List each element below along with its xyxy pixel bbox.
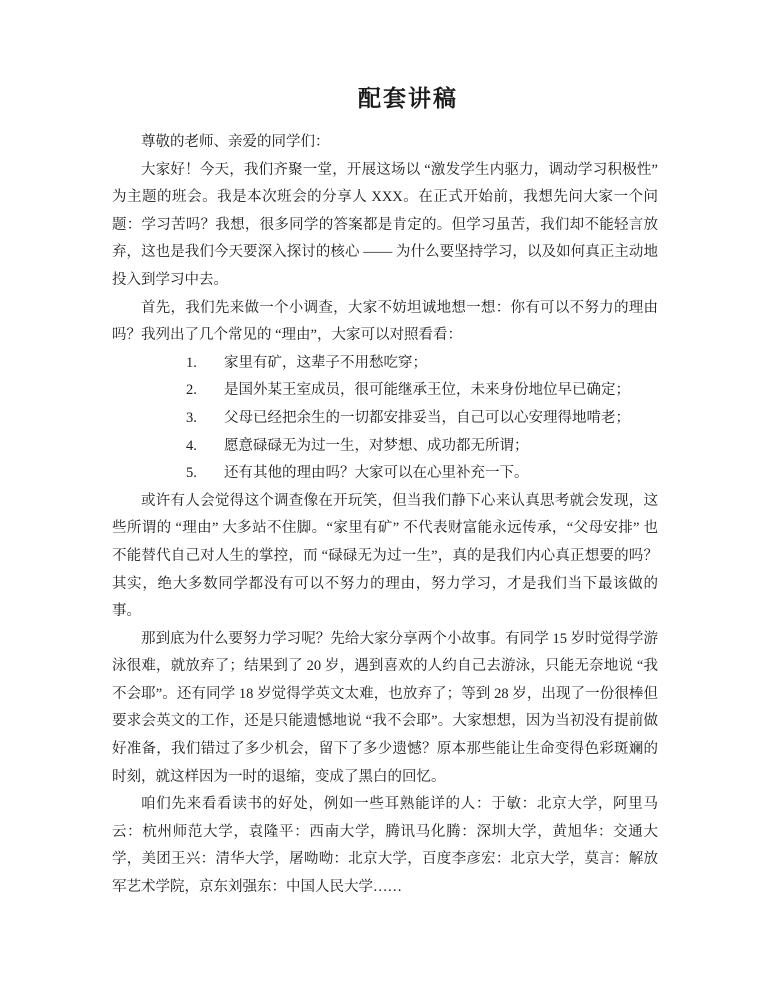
- list-item-number: 2.: [186, 382, 197, 399]
- paragraph-benefits: 咱们先来看看读书的好处，例如一些耳熟能详的人：于敏：北京大学，阿里马云：杭州师范大学，袁隆平：西南大学，腾讯马化腾：深圳大学，黄旭华：交通大学，美团王兴：清华大学，屠呦呦：北京大学，百度李彦宏：北京大学，莫言：解放军艺术学院，京东刘强东：中国人民大学……: [112, 796, 658, 896]
- salutation-line: 尊敬的老师、亲爱的同学们：: [141, 134, 330, 150]
- document-title: 配套讲稿: [358, 86, 458, 111]
- list-item: [112, 405, 658, 433]
- list-item-number: 1.: [186, 354, 197, 371]
- list-item-text: 父母已经把余生的一切都安排妥当，自己可以心安理得地啃老；: [224, 409, 630, 426]
- list-item-text: 还有其他的理由吗？大家可以在心里补充一下。: [224, 465, 529, 482]
- list-item-text: 家里有矿，这辈子不用愁吃穿；: [224, 354, 427, 371]
- paragraph-intro: 大家好！今天，我们齐聚一堂，开展这场以 “激发学生内驱力，调动学习积极性” 为主题的班会。我是本次班会的分享人 XXX。在正式开始前，我想先问大家一个问题：学习苦吗？我想，很多同学的答案都是肯定的。但学习虽苦，我们却不能轻言放弃，这也是我们今天要深入探讨的核心 —— 为什么要坚持学习，以及如何真正主动地投入到学习中去。: [112, 161, 658, 288]
- paragraph-analysis: 或许有人会觉得这个调查像在开玩笑，但当我们静下心来认真思考就会发现，这些所谓的 “理由” 大多站不住脚。“家里有矿” 不代表财富能永远传承，“父母安排” 也不能替代自己对人生的掌控，而 “碌碌无为过一生”，真的是我们内心真正想要的吗？其实，绝大多数同学都没有可以不努力的理由，努力学习，才是我们当下最该做的事。: [112, 492, 658, 620]
- list-item-number: 4.: [186, 437, 197, 454]
- list-item-text: 愿意碌碌无为过一生，对梦想、成功都无所谓；: [224, 437, 529, 454]
- list-item-number: 5.: [186, 465, 197, 482]
- paragraph-survey: 首先，我们先来做一个小调查，大家不妨坦诚地想一想：你有可以不努力的理由吗？我列出了几个常见的 “理由”，大家可以对照看看：: [112, 299, 658, 344]
- list-item: [112, 350, 658, 378]
- paragraph-stories: 那到底为什么要努力学习呢？先给大家分享两个小故事。有同学 15 岁时觉得学游泳很难，就放弃了；结果到了 20 岁，遇到喜欢的人约自己去游泳，只能无奈地说 “我不会耶”。还有同学 18 岁觉得学英文太难，也放弃了；等到 28 岁，出现了一份很棒但要求会英文的工作，还是只能遗憾地说 “我不会耶”。大家想想，因为当初没有提前做好准备，我们错过了多少机会，留下了多少遗憾？原本那些能让生命变得色彩斑斓的时刻，就这样因为一时的退缩，变成了黑白的回忆。: [112, 630, 658, 785]
- list-item: [112, 377, 658, 405]
- list-item-text: 是国外某王室成员，很可能继承王位，未来身份地位早已确定；: [224, 382, 630, 399]
- list-item: [112, 460, 658, 488]
- reason-list: [112, 350, 658, 488]
- list-item: [112, 433, 658, 461]
- list-item-number: 3.: [186, 409, 197, 426]
